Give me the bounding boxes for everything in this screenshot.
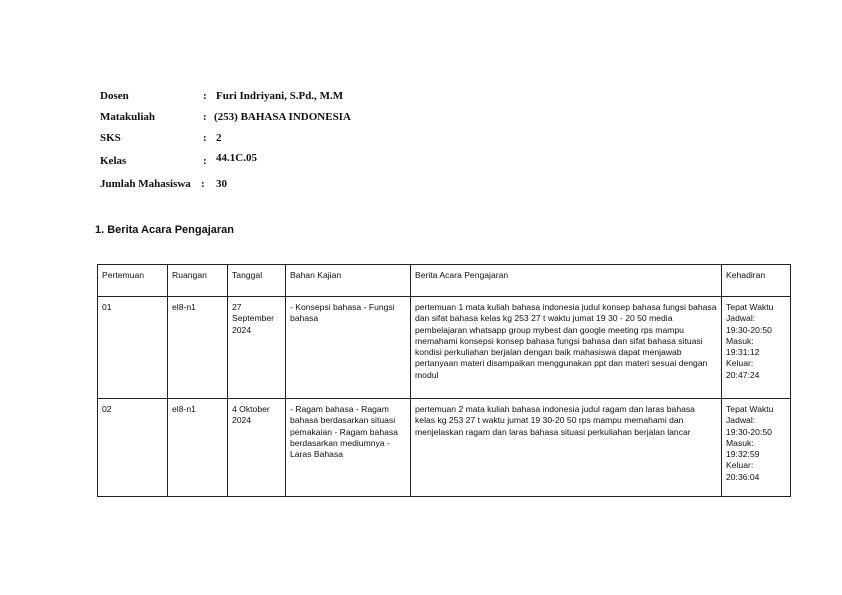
info-value-dosen: Furi Indriyani, S.Pd., M.M — [216, 90, 344, 102]
info-colon: : — [203, 111, 207, 123]
cell-bahan-kajian: - Ragam bahasa - Ragam bahasa berdasarkan situasi pemakaian - Ragam bahasa berdasarkan mediumnya - Laras Bahasa — [286, 399, 411, 497]
kehadiran-keluar-value: 20:47:24 — [726, 369, 760, 380]
header-pertemuan: Pertemuan — [98, 265, 168, 297]
kehadiran-jadwal-label: Jadwal: — [726, 313, 756, 324]
cell-pertemuan: 02 — [98, 399, 168, 497]
table-row — [98, 399, 791, 497]
berita-acara-table — [97, 264, 791, 497]
kehadiran-masuk-value: 19:31:12 — [726, 347, 760, 358]
info-label-sks: SKS — [100, 132, 121, 144]
info-label-dosen: Dosen — [100, 90, 129, 102]
info-value-kelas: 44.1C.05 — [216, 152, 257, 164]
info-colon: : — [203, 132, 207, 144]
kehadiran-status: Tepat Waktu — [726, 404, 774, 414]
info-label-kelas: Kelas — [100, 155, 127, 167]
info-value-sks: 2 — [216, 132, 222, 144]
cell-kehadiran — [722, 297, 791, 399]
cell-berita-acara: pertemuan 1 mata kuliah bahasa indonesia judul konsep bahasa fungsi bahasa dan sifat bahasa kelas kg 253 27 t waktu jumat 19 30 - 20 50 media pembelajaran whatsapp group mybest dan google meeting rps mampu memahami konsepsi konsep bahasa fungsi bahasa dan sifat bahasa situasi kondisi perkuliahan berjalan dengan baik mahasiswa dapat menjawab pertanyaan materi disampaikan menggunakan ppt dan materi sesuai dengan modul — [411, 297, 722, 399]
kehadiran-jadwal-value: 19:30-20:50 — [726, 426, 772, 437]
kehadiran-keluar-label: Keluar: — [726, 358, 754, 369]
cell-tanggal: 27 September 2024 — [228, 297, 286, 399]
header-bahan-kajian: Bahan Kajian — [286, 265, 411, 297]
section-title: 1. Berita Acara Pengajaran — [95, 224, 234, 236]
header-kehadiran: Kehadiran — [722, 265, 791, 297]
cell-bahan-kajian: - Konsepsi bahasa - Fungsi bahasa — [286, 297, 411, 399]
table-row — [98, 297, 791, 399]
cell-berita-acara: pertemuan 2 mata kuliah bahasa indonesia judul ragam dan laras bahasa kelas kg 253 27 t waktu jumat 19 30-20 50 rps mampu memahami dan menjelaskan ragam dan laras bahasa situasi perkuliahan berjalan lancar — [411, 399, 722, 497]
cell-ruangan: el8-n1 — [168, 297, 228, 399]
info-label-jumlah: Jumlah Mahasiswa — [100, 178, 191, 190]
kehadiran-masuk-value: 19:32:59 — [726, 449, 760, 460]
cell-kehadiran — [722, 399, 791, 497]
cell-tanggal: 4 Oktober 2024 — [228, 399, 286, 497]
header-berita-acara: Berita Acara Pengajaran — [411, 265, 722, 297]
cell-pertemuan: 01 — [98, 297, 168, 399]
kehadiran-jadwal-label: Jadwal: — [726, 415, 756, 426]
info-label-matakuliah: Matakuliah — [100, 111, 156, 123]
kehadiran-keluar-value: 20:36:04 — [726, 471, 760, 482]
table-header-row — [98, 265, 791, 297]
kehadiran-masuk-label: Masuk: — [726, 335, 754, 346]
cell-ruangan: el8-n1 — [168, 399, 228, 497]
kehadiran-jadwal-value: 19:30-20:50 — [726, 324, 772, 335]
header-tanggal: Tanggal — [228, 265, 286, 297]
info-colon: : — [201, 178, 205, 190]
info-colon: : — [203, 155, 207, 167]
info-value-matakuliah: (253) BAHASA INDONESIA — [214, 111, 351, 123]
info-colon: : — [203, 90, 207, 102]
kehadiran-masuk-label: Masuk: — [726, 437, 754, 448]
info-value-jumlah: 30 — [216, 178, 227, 190]
kehadiran-status: Tepat Waktu — [726, 302, 774, 312]
header-ruangan: Ruangan — [168, 265, 228, 297]
kehadiran-keluar-label: Keluar: — [726, 460, 754, 471]
